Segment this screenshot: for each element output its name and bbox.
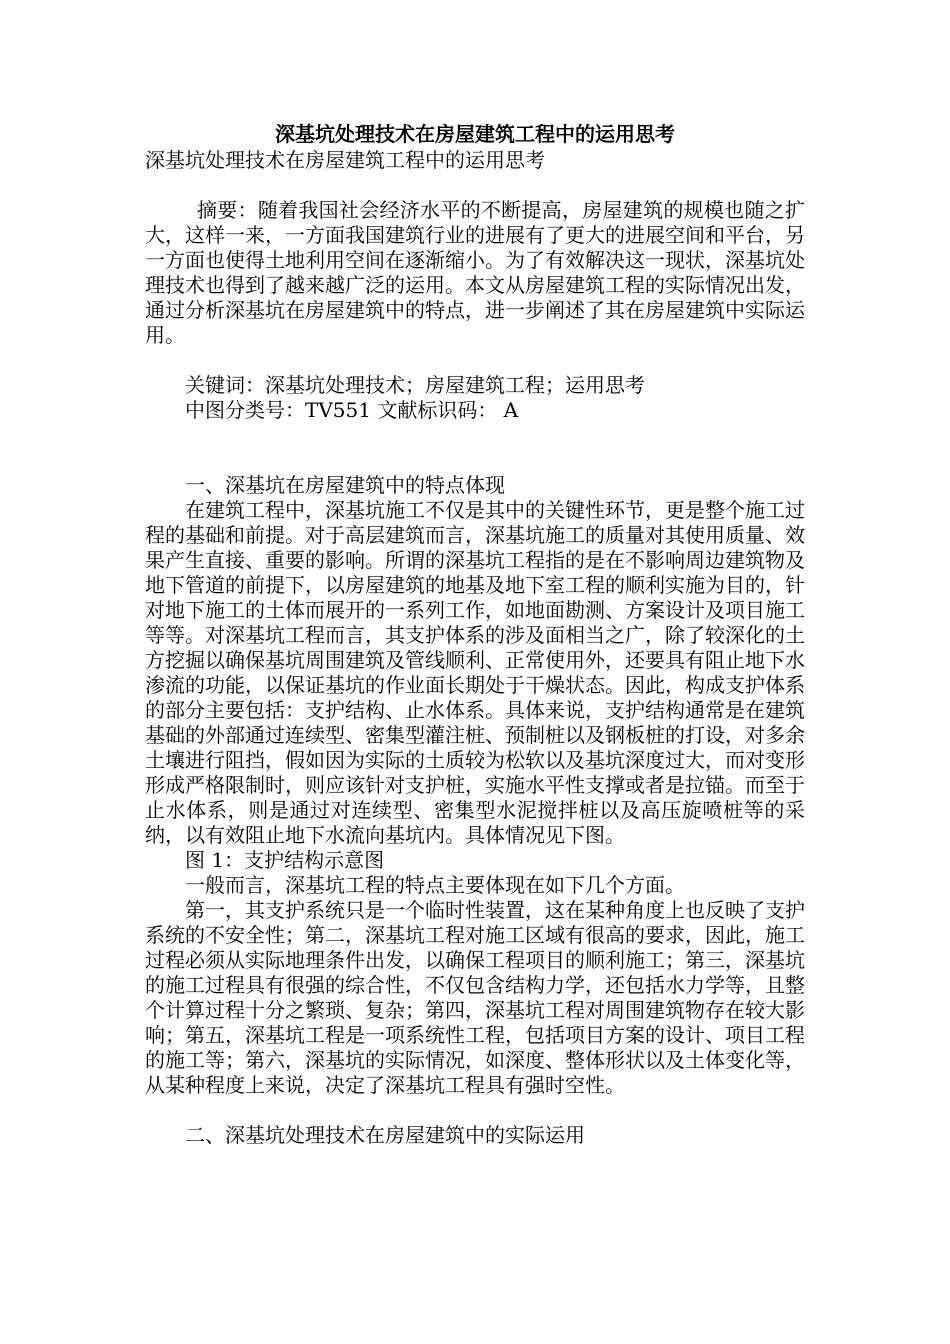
abstract-paragraph: 摘要：随着我国社会经济水平的不断提高，房屋建筑的规模也随之扩大，这样一来，一方面我国建筑行业的进展有了更大的进展空间和平台，另一方面也使得土地利用空间在逐渐缩小。为了有效解决这一现状，深基坑处理技术也得到了越来越广泛的运用。本文从房屋建筑工程的实际情况出发，通过分析深基坑在房屋建筑中的特点，进一步阐述了其在房屋建筑中实际运用。 [145,198,805,347]
spacer [145,348,805,373]
section1-heading: 一、深基坑在房屋建筑中的特点体现 [185,473,505,497]
keywords-line: 关键词：深基坑处理技术；房屋建筑工程；运用思考 [185,373,645,397]
spacer [145,423,805,473]
section2-heading: 二、深基坑处理技术在房屋建筑中的实际运用 [185,1123,585,1147]
classification-line: 中图分类号：TV551 文献标识码： A [185,398,519,422]
spacer [145,173,805,198]
spacer [145,1098,805,1123]
document-page [145,120,805,1148]
figure-caption: 图 1：支护结构示意图 [185,848,385,872]
section1-paragraph-1: 在建筑工程中，深基坑施工不仅是其中的关键性环节，更是整个施工过程的基础和前提。对于高层建筑而言，深基坑施工的质量对其使用质量、效果产生直接、重要的影响。所谓的深基坑工程指的是在不影响周边建筑物及地下管道的前提下，以房屋建筑的地基及地下室工程的顺利实施为目的，针对地下施工的土体而展开的一系列工作，如地面勘测、方案设计及项目施工等等。对深基坑工程而言，其支护体系的涉及面相当之广，除了较深化的土方挖掘以确保基坑周围建筑及管线顺利、正常使用外，还要具有阻止地下水渗流的功能，以保证基坑的作业面长期处于干燥状态。因此，构成支护体系的部分主要包括：支护结构、止水体系。具体来说，支护结构通常是在建筑基础的外部通过连续型、密集型灌注桩、预制桩以及钢板桩的打设，对多余土壤进行阻挡，假如因为实际的土质较为松软以及基坑深度过大，而对变形形成严格限制时，则应该针对支护桩，实施水平性支撑或者是拉锚。而至于止水体系，则是通过对连续型、密集型水泥搅拌桩以及高压旋喷桩等的采纳，以有效阻止地下水流向基坑内。具体情况见下图。 [145,498,805,847]
document-title: 深基坑处理技术在房屋建筑工程中的运用思考 [275,122,675,146]
document-subtitle: 深基坑处理技术在房屋建筑工程中的运用思考 [145,148,545,172]
section1-paragraph-2: 一般而言，深基坑工程的特点主要体现在如下几个方面。 [185,873,685,897]
section1-paragraph-3: 第一，其支护系统只是一个临时性装置，这在某种角度上也反映了支护系统的不安全性；第二，深基坑工程对施工区域有很高的要求，因此，施工过程必须从实际地理条件出发，以确保工程项目的顺利施工；第三，深基坑的施工过程具有很强的综合性，不仅包含结构力学，还包括水力学等，且整个计算过程十分之繁琐、复杂；第四，深基坑工程对周围建筑物存在较大影响；第五，深基坑工程是一项系统性工程，包括项目方案的设计、项目工程的施工等；第六，深基坑的实际情况，如深度、整体形状以及土体变化等，从某种程度上来说，决定了深基坑工程具有强时空性。 [145,898,805,1097]
